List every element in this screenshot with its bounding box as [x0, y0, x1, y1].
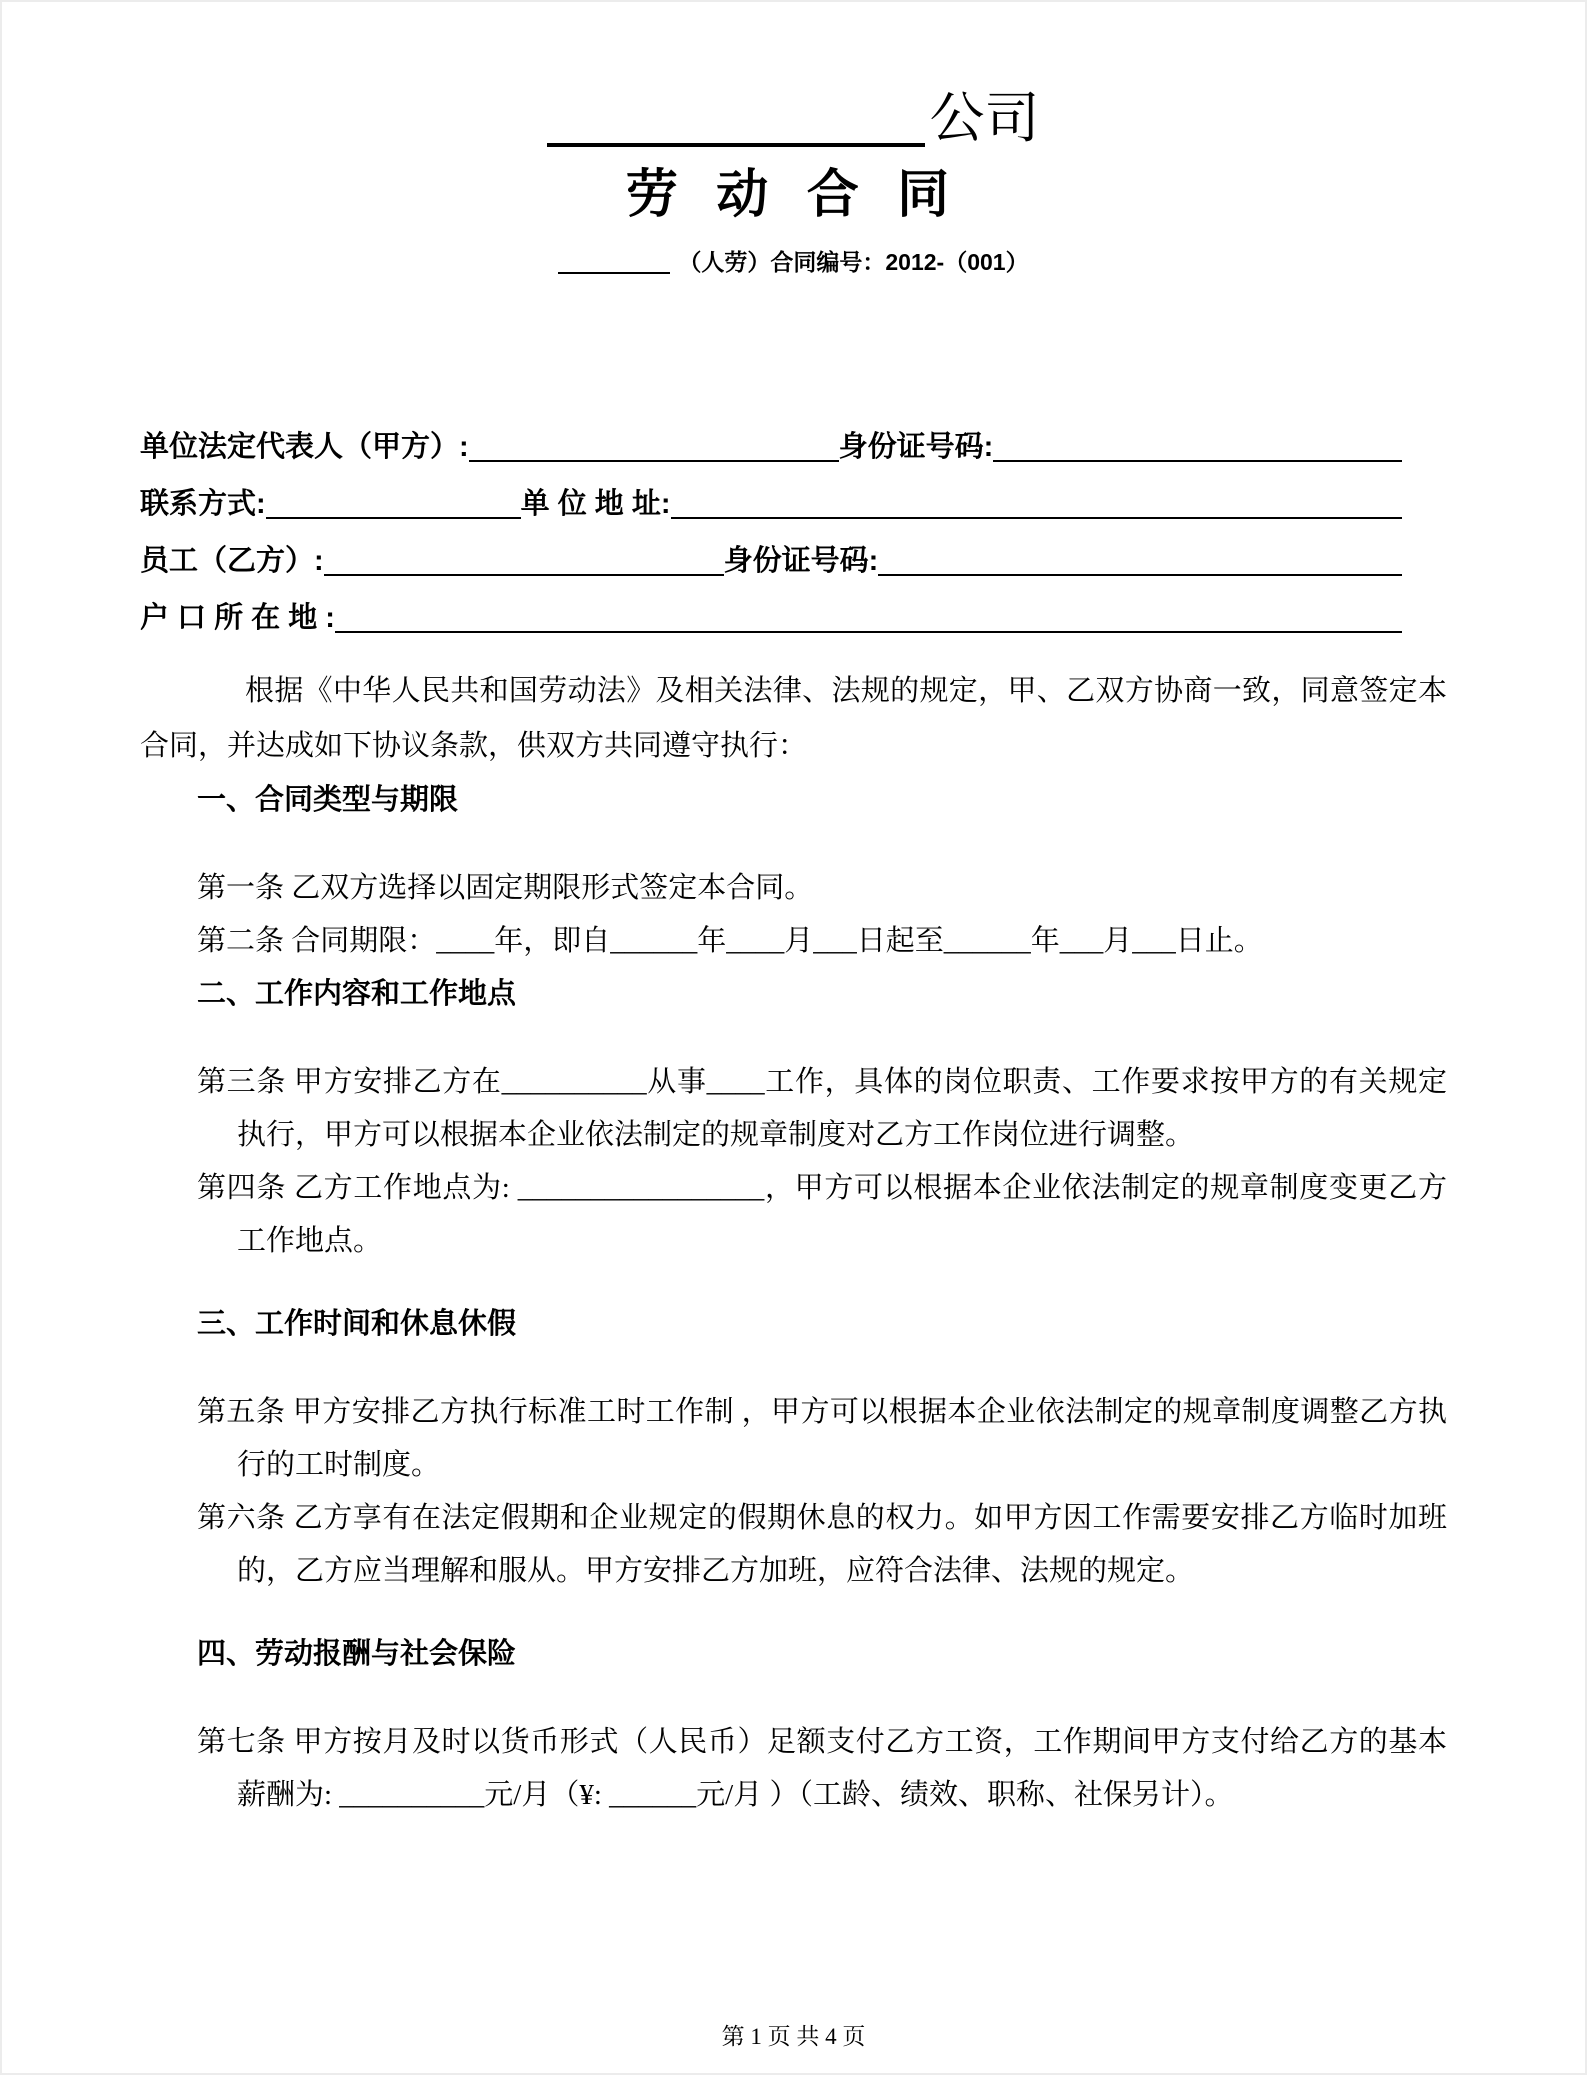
article-3: 第三条 甲方安排乙方在__________从事____工作，具体的岗位职责、工作要求按甲方的有关规定执行，甲方可以根据本企业依法制定的规章制度对乙方工作岗位进行调整。	[197, 1066, 1447, 1151]
company-address-label: 单 位 地 址:	[520, 488, 671, 520]
party-info-fields	[140, 424, 1447, 652]
registered-residence-label: 户 口 所 在 地 :	[140, 602, 335, 634]
contact-method-blank-line	[266, 515, 521, 519]
legal-representative-label: 单位法定代表人（甲方）:	[140, 431, 469, 463]
page-number-footer: 第 1 页 共 4 页	[721, 2024, 866, 2049]
id-number-blank-line	[993, 458, 1402, 462]
contract-number-label: （人劳）合同编号：2012-（001）	[678, 249, 1029, 275]
contact-method-label: 联系方式:	[140, 488, 266, 520]
section-heading-3: 三、工作时间和休息休假	[197, 1308, 517, 1340]
document-title: 劳 动 合 同	[625, 166, 962, 224]
article-5: 第五条 甲方安排乙方执行标准工时工作制 ，甲方可以根据本企业依法制定的规章制度调整乙方执行的工时制度。	[197, 1396, 1447, 1481]
intro-paragraph: 根据《中华人民共和国劳动法》及相关法律、法规的规定，甲、乙双方协商一致，同意签定本合同，并达成如下协议条款，供双方共同遵守执行：	[140, 675, 1447, 762]
registered-residence-blank-line	[335, 629, 1402, 633]
company-title-line	[140, 2, 1447, 150]
employee-id-blank-line	[878, 572, 1402, 576]
field-row-contact	[140, 481, 1447, 538]
company-name-blank-line	[547, 96, 925, 147]
field-row-legal-representative	[140, 424, 1447, 481]
company-suffix-label: 公司	[929, 88, 1040, 149]
section-heading-2: 二、工作内容和工作地点	[197, 978, 517, 1010]
article-7: 第七条 甲方按月及时以货币形式（人民币）足额支付乙方工资，工作期间甲方支付给乙方的基本薪酬为: __________元/月（¥: ______元/月 ）（工龄、绩效、职称、社保另计）。	[197, 1726, 1447, 1811]
article-1: 第一条 乙双方选择以固定期限形式签定本合同。	[197, 872, 814, 904]
company-address-blank-line	[671, 515, 1402, 519]
employee-name-blank-line	[324, 572, 724, 576]
section-heading-4: 四、劳动报酬与社会保险	[197, 1638, 517, 1670]
section-heading-1: 一、合同类型与期限	[197, 784, 459, 816]
field-row-employee	[140, 538, 1447, 595]
employee-id-number-label: 身份证号码:	[723, 545, 879, 577]
legal-representative-blank-line	[469, 458, 839, 462]
id-number-label: 身份证号码:	[838, 431, 994, 463]
contract-number-blank-line	[558, 254, 670, 274]
article-4: 第四条 乙方工作地点为: _________________，甲方可以根据本企业依法制定的规章制度变更乙方工作地点。	[197, 1172, 1447, 1257]
contract-number-line	[140, 246, 1447, 278]
article-2: 第二条 合同期限：____年，即自______年____月___日起至______年___月___日止。	[197, 925, 1263, 957]
article-6: 第六条 乙方享有在法定假期和企业规定的假期休息的权力。如甲方因工作需要安排乙方临时加班的，乙方应当理解和服从。甲方安排乙方加班，应符合法律、法规的规定。	[197, 1502, 1447, 1587]
field-row-registered-residence	[140, 595, 1447, 652]
employee-label: 员工（乙方）:	[140, 545, 324, 577]
